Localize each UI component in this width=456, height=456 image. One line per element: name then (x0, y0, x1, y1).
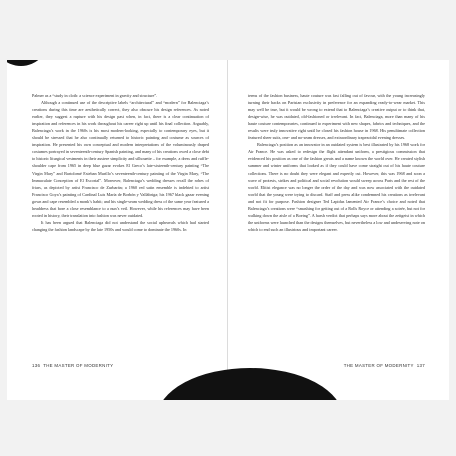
page-gutter (227, 60, 228, 400)
left-page-text (32, 92, 209, 233)
right-page-text (248, 92, 425, 233)
black-circle-graphic-bottom (157, 368, 343, 400)
paragraph: terms of the fashion business, haute couture was fast falling out of favour, with the young increasingly turning their backs on Parisian exclusivity in preference for an expanding ready-to-wear market. This may well be true, but it would be wrong to extend that to Balenciaga’s creative output or to think that, design-wise, he was outdated, old-fashioned or irrelevant. In fact, Balenciaga, more than many of his haute couture contemporaries, continued to experiment with new shapes, fabrics and techniques, and the results were truly innovative right until he closed his fashion house in 1968. His penultimate collection featured sheer suits, one- and no-seam dresses, and extraordinary trapezoidal evening dresses. (248, 93, 425, 141)
black-circle-graphic-top (7, 60, 49, 66)
paragraph: Balenciaga’s position as an innovator in an outdated system is best illustrated by his 1968 work for Air France. He was asked to redesign the flight attendant uniform, a prestigious commission that evidenced his position as one of the fashion greats and a name known the world over. He created stylish summer and winter uniforms that looked as if they could have come straight out of his haute couture collections. There is no doubt they were elegant and expertly cut. However, this was 1968 and soon a wave of protests, strikes and political and social revolution would sweep across Paris and the rest of the world. Elitist elegance was no longer the order of the day and was now associated with the outdated world that the young were trying to discard. Staff and press alike condemned his creations as irrelevant and not fit for purpose. Fashion designer Ted Lapidus lamented Air France’s choice and noted that Balenciaga’s creations were “smashing for getting out of a Rolls Royce or attending a soirée, but not for walking down the aisle of a Boeing”. A harsh verdict that perhaps says more about the zeitgeist in which the uniforms were launched than the designs themselves, but nevertheless a low and undeserving note on which to end such an illustrious and important career. (248, 142, 425, 232)
book-spread (7, 60, 449, 400)
left-page-folio (32, 363, 113, 368)
page-number: 136 (32, 363, 41, 368)
running-title: THE MASTER OF MODERNITY (43, 363, 114, 368)
paragraph: Although a continued use of the descriptive labels “architectural” and “modern” for Balenciaga’s creations during this time are aesthetically correct, they also obscure his design references. As noted earlier, they suggest a rupture with his design past when, in fact, there is a clear continuation of inspiration and references in his work throughout his career right up until his final collection. Arguably, Balenciaga’s work in the 1960s is his most modern-looking, especially to contemporary eyes, but it should be stressed that he also continually returned to historic painting and costume as sources of inspiration. He presented his own conceptual and modern interpretations of the voluminously draped costumes portrayed in seventeenth-century Spanish painting, and many of his creations owed a close debt to historic liturgical vestments in their austere simplicity and silhouette – for example, a dress and ruffle-shoulder cape from 1965 in deep blue gazar evokes El Greco’s late-sixteenth-century painting “The Virgin Mary” and Bartolomé Esteban Murillo’s seventeenth-century painting of the Virgin Mary, “The Immaculate Conception of El Escorial”. Moreover, Balenciaga’s wedding dresses recall the robes of friars, as depicted by artist Francisco de Zurbarán; a 1960 red satin ensemble is indebted to artist Francisco Goya’s painting of Cardinal Luis María de Borbón y Vallábriga; his 1967 black gazar evening gown and cape resembled a monk’s habit; and his single-seam wedding dress of the same year featured a headdress that bore a close resemblance to a nun’s veil. However, while his references may have been rooted in history, their translation into fashion was never outdated. (32, 100, 209, 218)
page-number: 137 (416, 363, 425, 368)
right-page-folio (344, 363, 425, 368)
paragraph: It has been argued that Balenciaga did not understand the social upheavals which had started changing the fashion landscape by the late 1950s and would come to dominate the 1960s. In (32, 219, 209, 232)
running-title: THE MASTER OF MODERNITY (343, 363, 414, 368)
paragraph: Palmer as a “study in cloth: a science experiment in gravity and structure”. (32, 93, 158, 98)
